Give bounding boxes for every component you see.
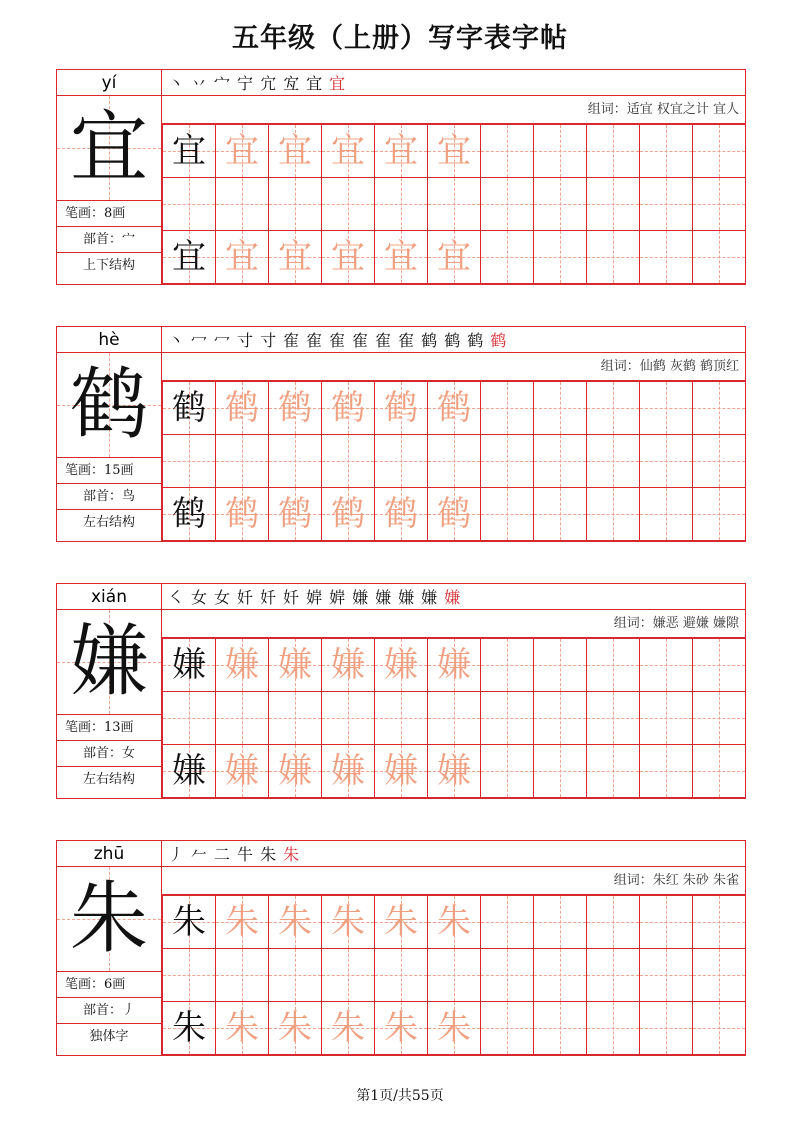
practice-cell[interactable] [480, 434, 534, 488]
practice-cell[interactable] [162, 895, 216, 949]
trace-character: 鹤 [278, 388, 312, 428]
practice-cell[interactable] [639, 124, 693, 178]
radical: 部首：宀 [57, 227, 161, 253]
practice-cell[interactable] [162, 948, 216, 1002]
practice-cell[interactable] [215, 381, 269, 435]
stroke-step: 宀 [214, 74, 231, 93]
practice-cell[interactable] [268, 691, 322, 745]
practice-cell[interactable] [374, 177, 428, 231]
practice-cell[interactable] [480, 487, 534, 541]
practice-cell[interactable] [374, 230, 428, 284]
trace-character: 朱 [384, 1008, 418, 1048]
practice-cell[interactable] [639, 434, 693, 488]
practice-cell[interactable] [427, 381, 481, 435]
practice-cell[interactable] [480, 177, 534, 231]
practice-cell[interactable] [427, 124, 481, 178]
practice-cell[interactable] [480, 948, 534, 1002]
trace-character: 鹤 [278, 494, 312, 534]
practice-cell[interactable] [215, 948, 269, 1002]
char-info-panel [57, 584, 162, 798]
practice-cell[interactable] [533, 691, 587, 745]
sample-character: 鹤 [172, 388, 206, 428]
practice-cell[interactable] [533, 124, 587, 178]
stroke-step: 嫌 [398, 588, 415, 607]
page-footer: 第1页/共55页 [356, 1088, 444, 1104]
stroke-step: 丷 [191, 74, 208, 93]
stroke-count: 笔画：6画 [57, 972, 161, 998]
stroke-step: 牛 [237, 845, 254, 864]
practice-cell[interactable] [586, 948, 640, 1002]
sample-character: 鹤 [172, 494, 206, 534]
practice-cell[interactable] [480, 381, 534, 435]
trace-character: 嫌 [331, 645, 365, 685]
practice-cell[interactable] [162, 124, 216, 178]
char-info-panel [57, 841, 162, 1055]
trace-character: 朱 [331, 902, 365, 942]
practice-cell[interactable] [427, 1001, 481, 1055]
practice-cell[interactable] [533, 948, 587, 1002]
practice-cell[interactable] [268, 230, 322, 284]
practice-cell[interactable] [639, 691, 693, 745]
practice-cell[interactable] [321, 744, 375, 798]
char-block [56, 583, 746, 799]
pinyin: hè [57, 327, 161, 353]
stroke-order-row [162, 584, 745, 610]
trace-character: 宜 [225, 237, 259, 277]
practice-cell[interactable] [321, 487, 375, 541]
sample-character: 朱 [172, 902, 206, 942]
model-character [57, 867, 161, 972]
practice-cell[interactable] [480, 638, 534, 692]
practice-cell[interactable] [427, 691, 481, 745]
structure: 左右结构 [82, 772, 135, 787]
practice-cell[interactable] [427, 177, 481, 231]
structure: 左右结构 [82, 515, 135, 530]
practice-cell[interactable] [215, 434, 269, 488]
practice-cell[interactable] [639, 948, 693, 1002]
practice-grid [162, 638, 745, 798]
practice-cell[interactable] [321, 638, 375, 692]
stroke-step: 冖 [214, 331, 231, 350]
practice-cell[interactable] [162, 1001, 216, 1055]
practice-cell[interactable] [374, 487, 428, 541]
practice-cell[interactable] [215, 487, 269, 541]
practice-cell[interactable] [268, 895, 322, 949]
practice-cell[interactable] [374, 895, 428, 949]
practice-cell[interactable] [374, 948, 428, 1002]
practice-cell[interactable] [268, 948, 322, 1002]
practice-cell[interactable] [427, 948, 481, 1002]
radical: 部首：女 [57, 741, 161, 767]
practice-cell[interactable] [268, 1001, 322, 1055]
trace-character: 朱 [225, 1008, 259, 1048]
trace-character: 宜 [278, 237, 312, 277]
practice-cell[interactable] [586, 638, 640, 692]
practice-cell[interactable] [321, 434, 375, 488]
practice-cell[interactable] [692, 124, 746, 178]
example-words: 组词：嫌恶 避嫌 嫌隙 [162, 610, 745, 638]
practice-cell[interactable] [268, 434, 322, 488]
practice-cell[interactable] [692, 691, 746, 745]
pinyin: yí [57, 70, 161, 96]
practice-cell[interactable] [374, 434, 428, 488]
practice-cell[interactable] [692, 948, 746, 1002]
stroke-step: 隺 [283, 331, 300, 350]
practice-cell[interactable] [480, 895, 534, 949]
stroke-step: 宜 [306, 74, 323, 93]
trace-character: 鹤 [225, 494, 259, 534]
practice-cell[interactable] [374, 744, 428, 798]
stroke-step: 嫌 [352, 588, 369, 607]
practice-cell[interactable] [586, 895, 640, 949]
practice-cell[interactable] [533, 177, 587, 231]
trace-character: 嫌 [278, 645, 312, 685]
stroke-step: 丶 [168, 331, 185, 350]
trace-character: 嫌 [331, 751, 365, 791]
practice-cell[interactable] [321, 948, 375, 1002]
structure: 上下结构 [82, 258, 135, 273]
radical: 部首：丿 [57, 998, 161, 1024]
practice-cell[interactable] [586, 177, 640, 231]
practice-grid [162, 895, 745, 1055]
practice-cell[interactable] [533, 230, 587, 284]
practice-cell[interactable] [533, 487, 587, 541]
practice-cell[interactable] [586, 1001, 640, 1055]
practice-cell[interactable] [268, 744, 322, 798]
practice-cell[interactable] [321, 895, 375, 949]
practice-cell[interactable] [215, 744, 269, 798]
trace-character: 宜 [331, 237, 365, 277]
practice-cell[interactable] [533, 744, 587, 798]
char-block [56, 326, 746, 542]
sample-character: 嫌 [172, 645, 206, 685]
stroke-step: 隺 [375, 331, 392, 350]
practice-cell[interactable] [321, 1001, 375, 1055]
practice-cell[interactable] [321, 124, 375, 178]
practice-cell[interactable] [586, 487, 640, 541]
practice-cell[interactable] [639, 1001, 693, 1055]
practice-cell[interactable] [586, 124, 640, 178]
stroke-step: 鹤 [467, 331, 484, 350]
practice-cell[interactable] [639, 177, 693, 231]
practice-cell[interactable] [639, 381, 693, 435]
stroke-step: 鹤 [490, 331, 507, 350]
practice-cell[interactable] [639, 895, 693, 949]
practice-cell[interactable] [480, 124, 534, 178]
stroke-step: 奷 [260, 588, 277, 607]
example-words: 组词：仙鹤 灰鹤 鹤顶红 [162, 353, 745, 381]
trace-character: 朱 [278, 902, 312, 942]
sample-character: 宜 [172, 131, 206, 171]
practice-cell[interactable] [480, 230, 534, 284]
practice-cell[interactable] [162, 691, 216, 745]
model-character-glyph: 鹤 [69, 360, 148, 450]
trace-character: 嫌 [437, 645, 471, 685]
model-character-glyph: 嫌 [69, 617, 148, 707]
practice-cell[interactable] [427, 434, 481, 488]
practice-cell[interactable] [427, 230, 481, 284]
practice-cell[interactable] [162, 744, 216, 798]
model-character [57, 353, 161, 458]
trace-character: 朱 [437, 1008, 471, 1048]
model-character-glyph: 朱 [69, 874, 148, 964]
practice-cell[interactable] [321, 381, 375, 435]
practice-cell[interactable] [427, 744, 481, 798]
trace-character: 嫌 [278, 751, 312, 791]
practice-cell[interactable] [268, 638, 322, 692]
stroke-step: 隺 [398, 331, 415, 350]
practice-cell[interactable] [268, 381, 322, 435]
trace-character: 宜 [331, 131, 365, 171]
trace-character: 鹤 [437, 494, 471, 534]
trace-character: 嫌 [437, 751, 471, 791]
trace-character: 宜 [437, 131, 471, 171]
trace-character: 鹤 [225, 388, 259, 428]
example-words: 组词：朱红 朱砂 朱雀 [162, 867, 745, 895]
radical: 部首：鸟 [57, 484, 161, 510]
stroke-order-row [162, 327, 745, 353]
practice-cell[interactable] [321, 177, 375, 231]
stroke-step: 嫌 [375, 588, 392, 607]
practice-cell[interactable] [162, 638, 216, 692]
stroke-order-row [162, 841, 745, 867]
practice-cell[interactable] [374, 1001, 428, 1055]
practice-cell[interactable] [639, 487, 693, 541]
stroke-step: 鹤 [444, 331, 461, 350]
trace-character: 朱 [384, 902, 418, 942]
stroke-step: 朱 [283, 845, 300, 864]
stroke-step: ㇛ [168, 588, 185, 607]
sample-character: 宜 [172, 237, 206, 277]
trace-character: 嫌 [384, 645, 418, 685]
practice-cell[interactable] [692, 895, 746, 949]
trace-character: 朱 [331, 1008, 365, 1048]
practice-cell[interactable] [268, 124, 322, 178]
stroke-step: 隺 [306, 331, 323, 350]
stroke-step: 婩 [306, 588, 323, 607]
stroke-order-row [162, 70, 745, 96]
stroke-step: 嫌 [421, 588, 438, 607]
page-title: 五年级（上册）写字表字帖 [232, 23, 568, 54]
practice-cell[interactable] [639, 230, 693, 284]
char-info-panel [57, 327, 162, 541]
practice-cell[interactable] [480, 744, 534, 798]
practice-cell[interactable] [480, 691, 534, 745]
stroke-step: 宐 [283, 74, 300, 93]
stroke-step: 嫌 [444, 588, 461, 607]
stroke-step: 宂 [260, 74, 277, 93]
stroke-step: 女 [191, 588, 208, 607]
model-character-glyph: 宜 [69, 103, 148, 193]
practice-cell[interactable] [692, 638, 746, 692]
trace-character: 朱 [437, 902, 471, 942]
trace-character: 嫌 [225, 751, 259, 791]
practice-cell[interactable] [639, 744, 693, 798]
sample-character: 嫌 [172, 751, 206, 791]
practice-cell[interactable] [215, 638, 269, 692]
stroke-step: 鹤 [421, 331, 438, 350]
practice-cell[interactable] [268, 487, 322, 541]
char-block [56, 840, 746, 1056]
trace-character: 朱 [225, 902, 259, 942]
stroke-step: 冖 [191, 331, 208, 350]
stroke-step: 丶 [168, 74, 185, 93]
stroke-count: 笔画：8画 [57, 201, 161, 227]
practice-cell[interactable] [533, 381, 587, 435]
practice-cell[interactable] [639, 638, 693, 692]
stroke-step: 朱 [260, 845, 277, 864]
stroke-step: 二 [214, 845, 231, 864]
sample-character: 朱 [172, 1008, 206, 1048]
trace-character: 鹤 [384, 494, 418, 534]
example-words: 组词：适宜 权宜之计 宜人 [162, 96, 745, 124]
stroke-count: 笔画：13画 [57, 715, 161, 741]
practice-cell[interactable] [427, 895, 481, 949]
practice-cell[interactable] [692, 230, 746, 284]
practice-grid [162, 381, 745, 541]
practice-cell[interactable] [162, 381, 216, 435]
practice-cell[interactable] [586, 744, 640, 798]
pinyin: zhū [57, 841, 161, 867]
stroke-step: 宁 [237, 74, 254, 93]
practice-cell[interactable] [162, 230, 216, 284]
practice-cell[interactable] [215, 895, 269, 949]
practice-cell[interactable] [692, 434, 746, 488]
trace-character: 宜 [278, 131, 312, 171]
char-block [56, 69, 746, 285]
practice-cell[interactable] [215, 124, 269, 178]
trace-character: 鹤 [437, 388, 471, 428]
practice-cell[interactable] [692, 744, 746, 798]
practice-cell[interactable] [427, 487, 481, 541]
practice-cell[interactable] [692, 177, 746, 231]
practice-cell[interactable] [586, 434, 640, 488]
stroke-step: 奷 [283, 588, 300, 607]
practice-cell[interactable] [268, 177, 322, 231]
trace-character: 嫌 [384, 751, 418, 791]
trace-character: 宜 [384, 131, 418, 171]
stroke-step: 𠂉 [191, 845, 208, 864]
char-info-panel [57, 70, 162, 284]
structure: 独体字 [89, 1029, 129, 1044]
stroke-step: 婩 [329, 588, 346, 607]
trace-character: 鹤 [331, 494, 365, 534]
practice-cell[interactable] [692, 381, 746, 435]
practice-cell[interactable] [162, 487, 216, 541]
practice-cell[interactable] [586, 230, 640, 284]
trace-character: 宜 [384, 237, 418, 277]
stroke-count: 笔画：15画 [57, 458, 161, 484]
practice-cell[interactable] [692, 487, 746, 541]
practice-cell[interactable] [162, 177, 216, 231]
stroke-step: 寸 [260, 331, 277, 350]
stroke-step: 寸 [237, 331, 254, 350]
stroke-step: 宜 [329, 74, 346, 93]
stroke-step: 奷 [237, 588, 254, 607]
practice-cell[interactable] [480, 1001, 534, 1055]
trace-character: 鹤 [331, 388, 365, 428]
practice-cell[interactable] [692, 1001, 746, 1055]
trace-character: 嫌 [225, 645, 259, 685]
practice-cell[interactable] [533, 1001, 587, 1055]
trace-character: 宜 [225, 131, 259, 171]
practice-cell[interactable] [321, 230, 375, 284]
practice-cell[interactable] [374, 691, 428, 745]
practice-cell[interactable] [321, 691, 375, 745]
practice-cell[interactable] [586, 381, 640, 435]
stroke-step: 丿 [168, 845, 185, 864]
stroke-step: 隺 [329, 331, 346, 350]
practice-cell[interactable] [586, 691, 640, 745]
practice-cell[interactable] [374, 124, 428, 178]
trace-character: 鹤 [384, 388, 418, 428]
trace-character: 朱 [278, 1008, 312, 1048]
practice-cell[interactable] [162, 434, 216, 488]
practice-cell[interactable] [427, 638, 481, 692]
pinyin: xián [57, 584, 161, 610]
practice-cell[interactable] [215, 691, 269, 745]
model-character [57, 96, 161, 201]
practice-cell[interactable] [215, 177, 269, 231]
practice-cell[interactable] [374, 381, 428, 435]
practice-cell[interactable] [533, 895, 587, 949]
model-character [57, 610, 161, 715]
stroke-step: 女 [214, 588, 231, 607]
practice-grid [162, 124, 745, 284]
practice-cell[interactable] [533, 434, 587, 488]
practice-cell[interactable] [215, 230, 269, 284]
trace-character: 宜 [437, 237, 471, 277]
practice-cell[interactable] [533, 638, 587, 692]
stroke-step: 隺 [352, 331, 369, 350]
practice-cell[interactable] [374, 638, 428, 692]
practice-cell[interactable] [215, 1001, 269, 1055]
